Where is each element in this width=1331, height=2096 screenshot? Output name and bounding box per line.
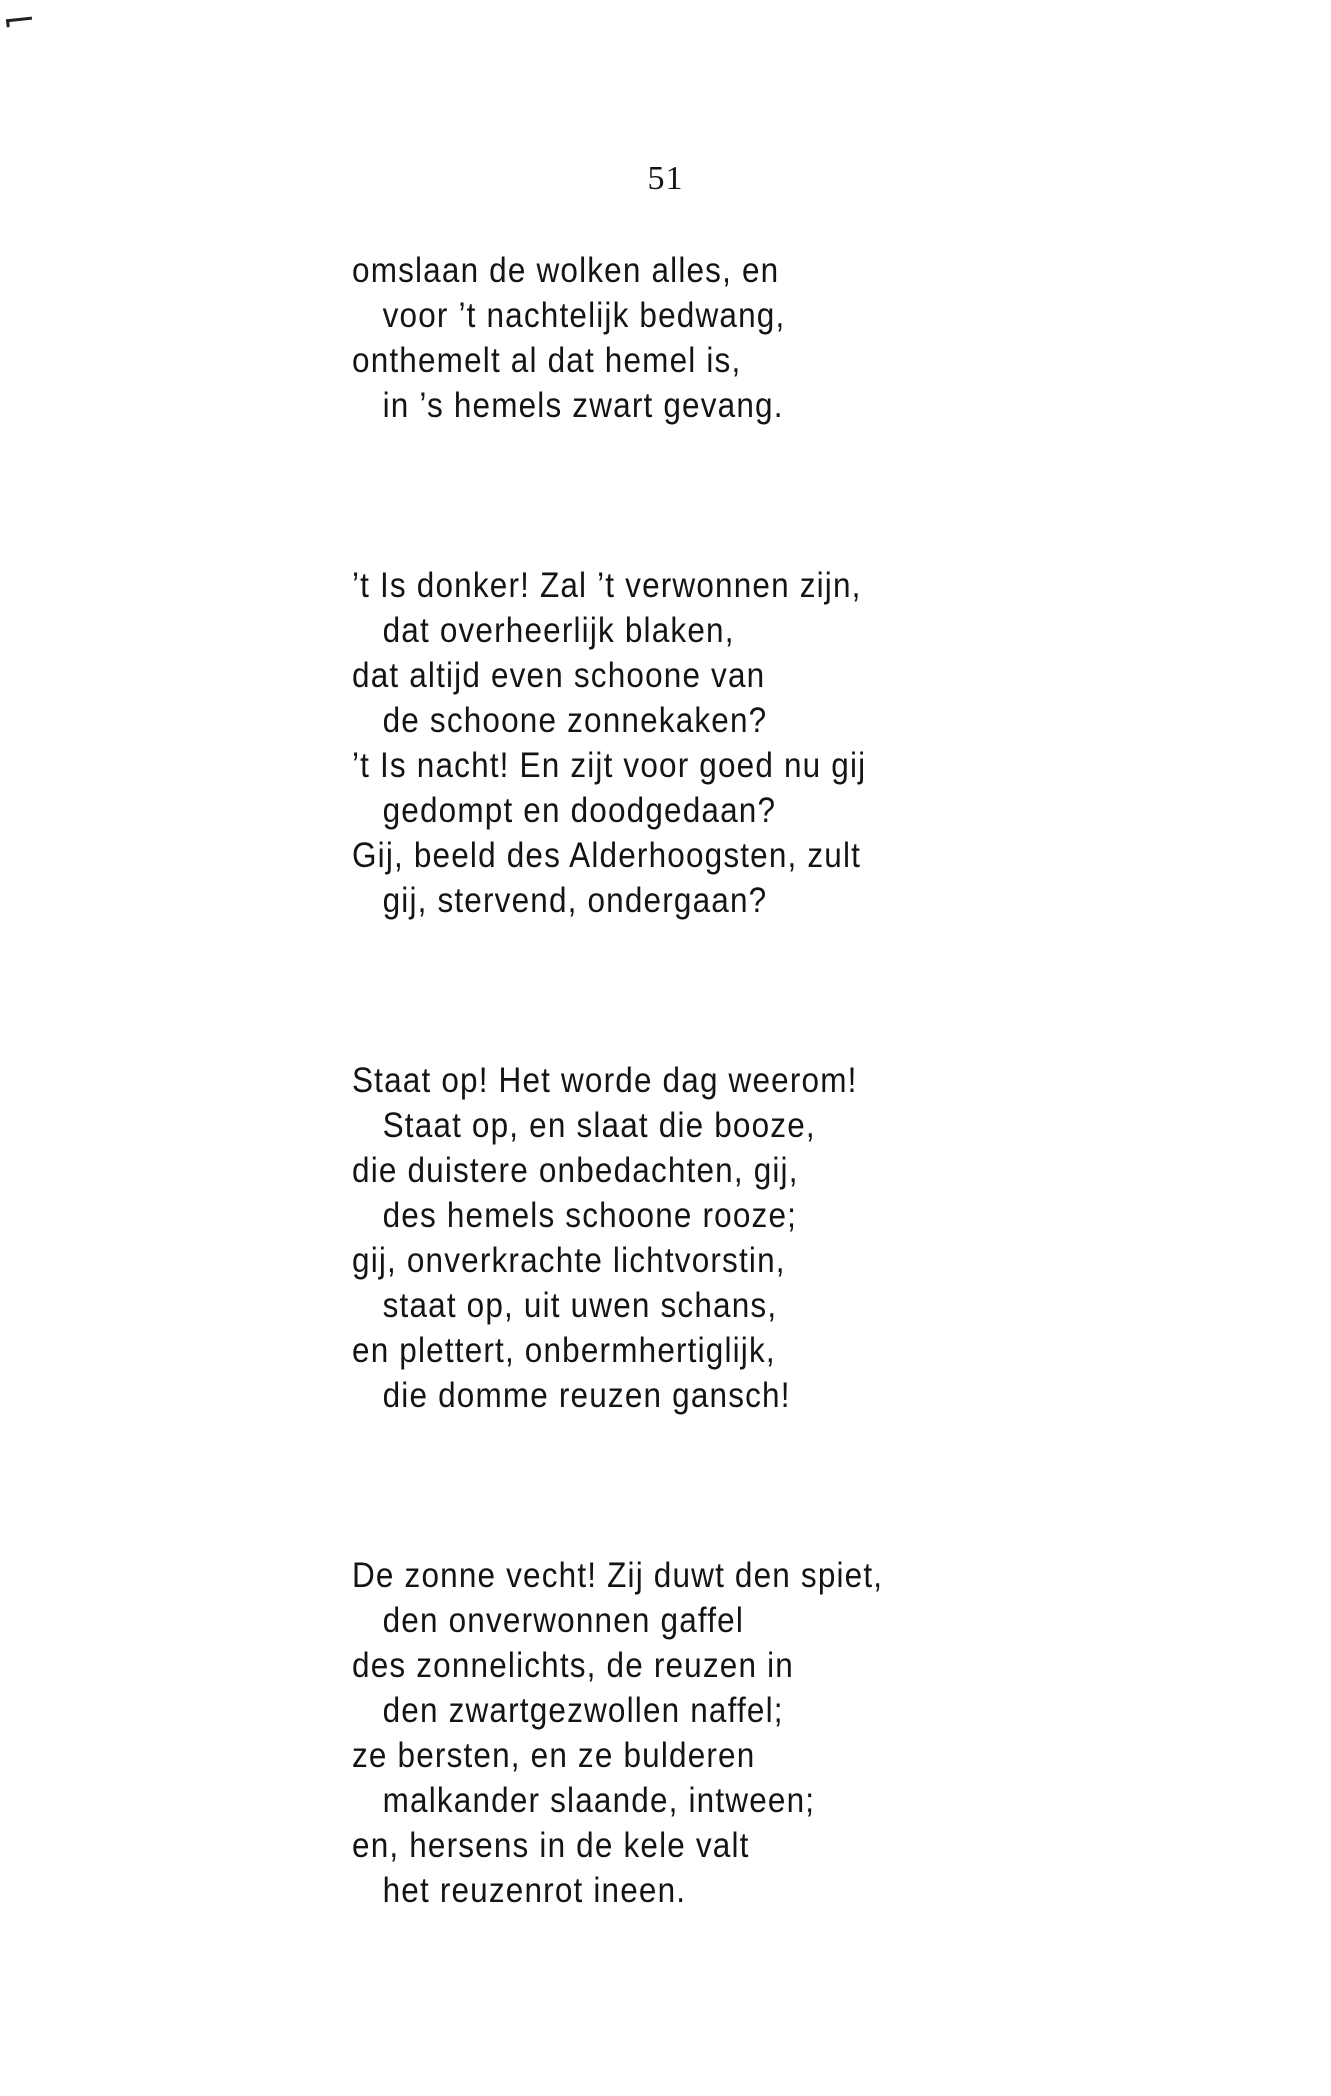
poem-line: omslaan de wolken alles, en	[352, 251, 780, 290]
stanza-2	[352, 563, 1112, 923]
poem-line: ’t Is nacht! En zijt voor goed nu gij	[352, 746, 867, 785]
poem-line: het reuzenrot ineen.	[382, 1871, 687, 1910]
stanza-4	[352, 1553, 1112, 1913]
poem-line: des hemels schoone rooze;	[382, 1196, 798, 1235]
poem-line: onthemelt al dat hemel is,	[352, 341, 742, 380]
stanza-1	[352, 248, 1112, 428]
poem-line: Staat op! Het worde dag weerom!	[352, 1061, 858, 1100]
poem-line: die duistere onbedachten, gij,	[352, 1151, 799, 1190]
poem-line: in ’s hemels zwart gevang.	[382, 386, 784, 425]
scan-corner-mark	[6, 17, 32, 23]
poem-line: staat op, uit uwen schans,	[382, 1286, 778, 1325]
poem-line: den onverwonnen gaffel	[382, 1601, 745, 1640]
page-number: 51	[647, 160, 684, 197]
poem-line: die domme reuzen gansch!	[382, 1376, 791, 1415]
poem-line: ’t Is donker! Zal ’t verwonnen zijn,	[352, 566, 862, 605]
poem-line: en plettert, onbermhertiglijk,	[352, 1331, 776, 1370]
poem-line: De zonne vecht! Zij duwt den spiet,	[352, 1556, 884, 1595]
poem-line: Staat op, en slaat die booze,	[382, 1106, 816, 1145]
poem-line: malkander slaande, intween;	[382, 1781, 816, 1820]
poem-line: de schoone zonnekaken?	[382, 701, 768, 740]
poem-line: gedompt en doodgedaan?	[382, 791, 777, 830]
poem-line: gij, onverkrachte lichtvorstin,	[352, 1241, 786, 1280]
poem-line: ze bersten, en ze bulderen	[352, 1736, 756, 1775]
poem-line: dat overheerlijk blaken,	[382, 611, 735, 650]
poem-line: voor ’t nachtelijk bedwang,	[382, 296, 786, 335]
poem-line: dat altijd even schoone van	[352, 656, 766, 695]
poem-line: des zonnelichts, de reuzen in	[352, 1646, 794, 1685]
stanza-3	[352, 1058, 1112, 1418]
poem-line: den zwartgezwollen naffel;	[382, 1691, 784, 1730]
poem-line: en, hersens in de kele valt	[352, 1826, 750, 1865]
poem-line: gij, stervend, ondergaan?	[382, 881, 768, 920]
poem-line: Gij, beeld des Alderhoogsten, zult	[352, 836, 862, 875]
poem	[352, 248, 1112, 1913]
